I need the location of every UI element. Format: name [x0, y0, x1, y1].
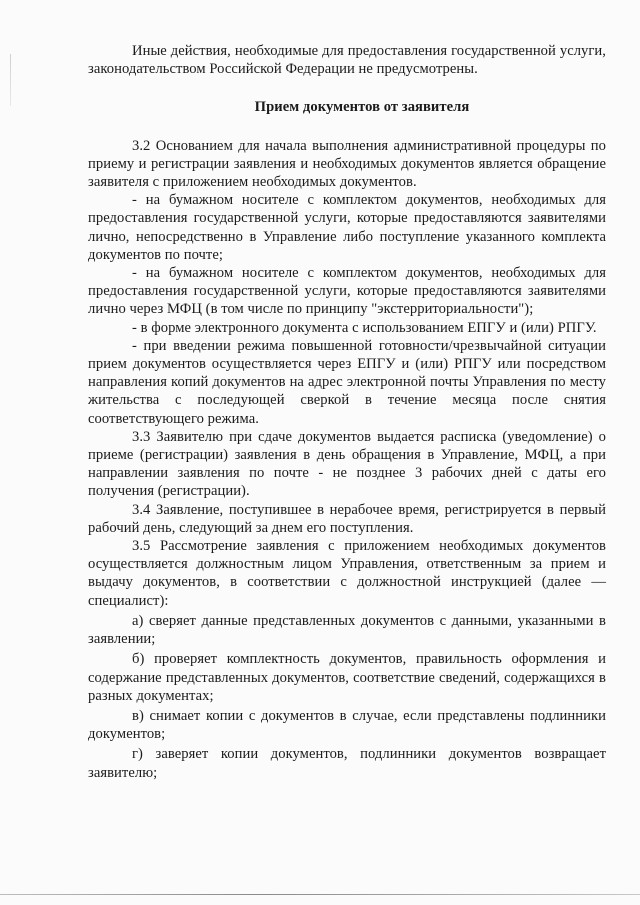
- document-body: [88, 42, 606, 782]
- list-item-g: г) заверяет копии документов, подлинники документов возвращает заявителю;: [88, 746, 606, 781]
- list-item-electronic: - в форме электронного документа с использованием ЕПГУ и (или) РПГУ.: [132, 319, 597, 336]
- list-item-b: б) проверяет комплектность документов, правильность оформления и содержание представленных документов, соответствие сведений, содержащихся в разных документах;: [88, 651, 606, 704]
- paragraph-3-5: 3.5 Рассмотрение заявления с приложением необходимых документов осуществляется должностным лицом Управления, ответственным за прием и выдачу документов, в соответствии с должностной инструкцией (далее — специалист):: [88, 538, 606, 609]
- section-heading: Прием документов от заявителя: [254, 99, 470, 116]
- list-item-paper-mfc: - на бумажном носителе с комплектом документов, необходимых для предоставления государственной услуги, которые предоставляются заявителями лично через МФЦ (в том числе по принципу "экстерриториальности");: [88, 265, 606, 318]
- list-item-paper-direct: - на бумажном носителе с комплектом документов, необходимых для предоставления государственной услуги, которые предоставляются заявителями лично, непосредственно в Управление либо поступление указанного комплекта документов по почте;: [88, 192, 606, 263]
- list-item-v: в) снимает копии с документов в случае, если представлены подлинники документов;: [88, 707, 606, 743]
- list-item-a: а) сверяет данные представленных документов с данными, указанными в заявлении;: [88, 612, 606, 648]
- intro-paragraph: Иные действия, необходимые для предоставления государственной услуги, законодательством Российской Федерации не предусмотрены.: [88, 43, 606, 78]
- scan-edge-mark: [10, 54, 11, 106]
- paragraph-3-4: 3.4 Заявление, поступившее в нерабочее время, регистрируется в первый рабочий день, следующий за днем его поступления.: [88, 501, 606, 536]
- paragraph-3-2: 3.2 Основанием для начала выполнения административной процедуры по приему и регистрации заявления и необходимых документов является обращение заявителя с приложением необходимых документов.: [88, 137, 606, 191]
- list-item-emergency-regime: - при введении режима повышенной готовности/чрезвычайной ситуации прием документов осуществляется через ЕПГУ и (или) РПГУ или посредством направления копий документов на адрес электронной почты Управления по месту жительства с последующей сверкой в течение месяца после снятия соответствующего режима.: [88, 337, 606, 427]
- scan-bottom-edge: [0, 894, 640, 895]
- paragraph-3-3: 3.3 Заявителю при сдаче документов выдается расписка (уведомление) о приеме (регистрации) заявления в день обращения в Управление, МФЦ, а при направлении заявления по почте - не позднее 3 рабочих дней с даты его получения (регистрации).: [88, 428, 606, 500]
